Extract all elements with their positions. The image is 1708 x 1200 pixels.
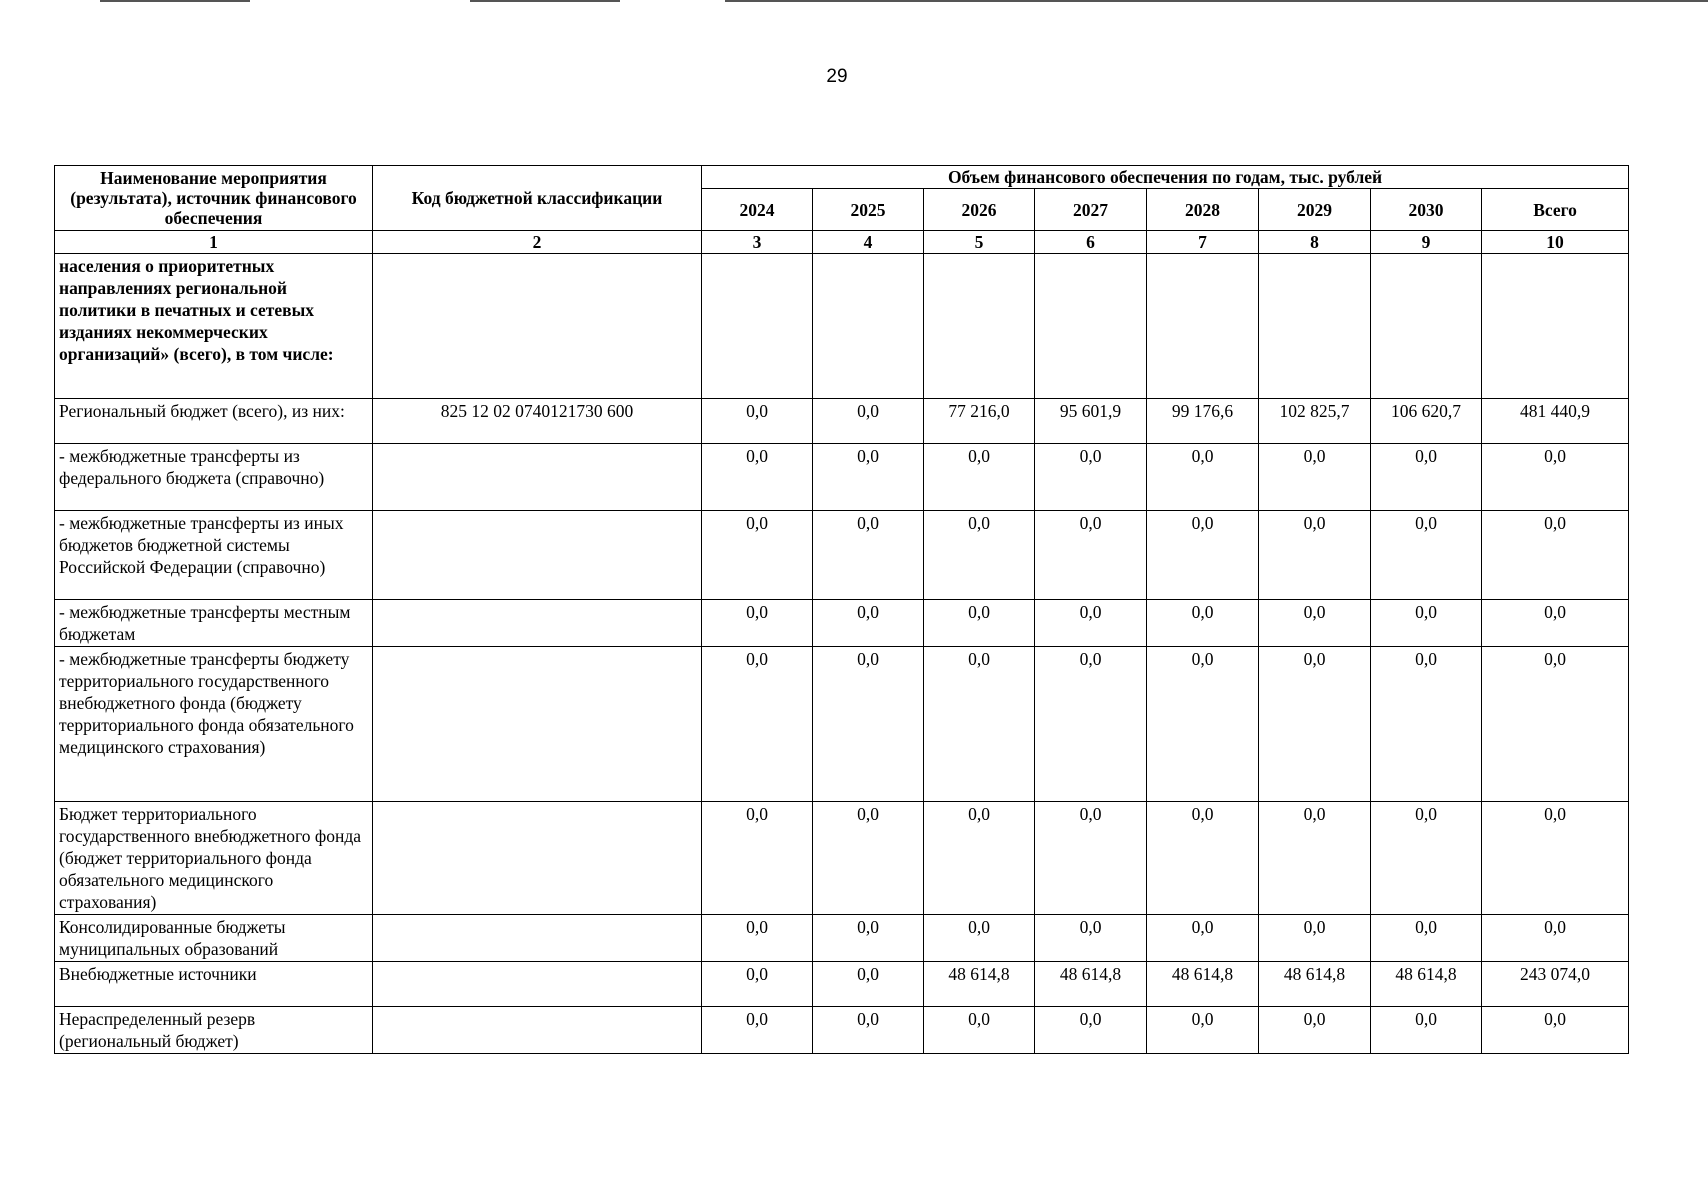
row-value: 0,0 <box>1147 600 1259 647</box>
table-row <box>55 647 1629 802</box>
column-number: 10 <box>1482 231 1629 254</box>
row-value: 0,0 <box>813 600 924 647</box>
column-number: 2 <box>373 231 702 254</box>
row-value: 0,0 <box>1482 647 1629 802</box>
header-year: 2030 <box>1371 189 1482 231</box>
column-number: 9 <box>1371 231 1482 254</box>
row-value: 0,0 <box>924 647 1035 802</box>
row-value: 0,0 <box>1147 511 1259 600</box>
row-value: 0,0 <box>1371 600 1482 647</box>
row-code <box>373 600 702 647</box>
row-value: 0,0 <box>1259 511 1371 600</box>
row-code <box>373 647 702 802</box>
column-number: 4 <box>813 231 924 254</box>
scan-edge-line <box>470 0 620 2</box>
row-code <box>373 511 702 600</box>
row-value: 48 614,8 <box>1147 962 1259 1007</box>
row-value <box>702 254 813 399</box>
row-value: 0,0 <box>813 511 924 600</box>
header-year: 2024 <box>702 189 813 231</box>
row-value: 0,0 <box>1035 600 1147 647</box>
row-name: населения о приоритетных направлениях региональной политики в печатных и сетевых изданиях некоммерческих организаций» (всего), в том числе: <box>55 254 373 399</box>
column-number: 7 <box>1147 231 1259 254</box>
row-value: 0,0 <box>1371 802 1482 915</box>
row-value: 481 440,9 <box>1482 399 1629 444</box>
row-value: 0,0 <box>1482 1007 1629 1054</box>
row-value: 0,0 <box>1482 802 1629 915</box>
table-row <box>55 802 1629 915</box>
row-value: 0,0 <box>1482 600 1629 647</box>
row-value: 0,0 <box>924 802 1035 915</box>
row-value: 0,0 <box>702 444 813 511</box>
row-code <box>373 802 702 915</box>
row-code: 825 12 02 0740121730 600 <box>373 399 702 444</box>
row-value: 0,0 <box>1482 915 1629 962</box>
scan-edge-line <box>100 0 250 2</box>
table-row <box>55 962 1629 1007</box>
row-value <box>1371 254 1482 399</box>
row-name: - межбюджетные трансферты бюджету территориального государственного внебюджетного фонда (бюджету территориального фонда обязательного медицинского страхования) <box>55 647 373 802</box>
row-value: 0,0 <box>702 600 813 647</box>
row-value: 0,0 <box>702 915 813 962</box>
row-code <box>373 444 702 511</box>
row-name: Бюджет территориального государственного внебюджетного фонда (бюджет территориального фонда обязательного медицинского страхования) <box>55 802 373 915</box>
row-value <box>1147 254 1259 399</box>
row-value: 0,0 <box>1371 647 1482 802</box>
page-number: 29 <box>826 66 848 87</box>
table-row <box>55 444 1629 511</box>
row-value: 0,0 <box>1371 1007 1482 1054</box>
row-value: 0,0 <box>1035 647 1147 802</box>
row-value: 0,0 <box>1259 1007 1371 1054</box>
row-value: 0,0 <box>1147 1007 1259 1054</box>
row-value: 0,0 <box>1259 600 1371 647</box>
header-year: 2027 <box>1035 189 1147 231</box>
row-value: 0,0 <box>1035 444 1147 511</box>
row-value: 0,0 <box>924 511 1035 600</box>
column-number: 1 <box>55 231 373 254</box>
row-value: 0,0 <box>1259 647 1371 802</box>
column-number: 6 <box>1035 231 1147 254</box>
row-code <box>373 1007 702 1054</box>
row-value: 0,0 <box>702 802 813 915</box>
row-code <box>373 254 702 399</box>
row-value: 95 601,9 <box>1035 399 1147 444</box>
row-code <box>373 962 702 1007</box>
row-value: 0,0 <box>813 444 924 511</box>
row-value: 106 620,7 <box>1371 399 1482 444</box>
header-row-column-numbers <box>55 231 1629 254</box>
row-value <box>1035 254 1147 399</box>
row-value: 0,0 <box>1147 444 1259 511</box>
row-value: 99 176,6 <box>1147 399 1259 444</box>
row-value: 0,0 <box>924 1007 1035 1054</box>
row-name: Нераспределенный резерв (региональный бюджет) <box>55 1007 373 1054</box>
row-value: 0,0 <box>1147 802 1259 915</box>
row-value: 102 825,7 <box>1259 399 1371 444</box>
column-number: 3 <box>702 231 813 254</box>
row-value: 0,0 <box>702 647 813 802</box>
row-value: 0,0 <box>702 1007 813 1054</box>
row-value: 0,0 <box>813 802 924 915</box>
row-value: 48 614,8 <box>1371 962 1482 1007</box>
row-value: 0,0 <box>924 600 1035 647</box>
row-value: 0,0 <box>1371 444 1482 511</box>
header-row-group <box>55 166 1629 189</box>
header-year: 2026 <box>924 189 1035 231</box>
header-year: 2025 <box>813 189 924 231</box>
row-name: Внебюджетные источники <box>55 962 373 1007</box>
row-name: - межбюджетные трансферты из иных бюджетов бюджетной системы Российской Федерации (справочно) <box>55 511 373 600</box>
table-row <box>55 1007 1629 1054</box>
row-value: 0,0 <box>1035 915 1147 962</box>
row-value: 243 074,0 <box>1482 962 1629 1007</box>
header-year: 2028 <box>1147 189 1259 231</box>
table-row <box>55 600 1629 647</box>
row-value: 0,0 <box>702 511 813 600</box>
row-value: 0,0 <box>1259 915 1371 962</box>
row-value: 48 614,8 <box>924 962 1035 1007</box>
header-code-cell: Код бюджетной классификации <box>373 166 702 231</box>
row-value: 0,0 <box>813 915 924 962</box>
row-value: 0,0 <box>813 399 924 444</box>
table-row <box>55 511 1629 600</box>
header-name-cell: Наименование мероприятия (результата), источник финансового обеспечения <box>55 166 373 231</box>
row-value: 77 216,0 <box>924 399 1035 444</box>
financing-table <box>54 165 1629 1054</box>
row-name: Региональный бюджет (всего), из них: <box>55 399 373 444</box>
row-value: 0,0 <box>1035 802 1147 915</box>
header-year: 2029 <box>1259 189 1371 231</box>
row-value: 0,0 <box>924 915 1035 962</box>
row-value: 0,0 <box>1482 444 1629 511</box>
table-row <box>55 254 1629 399</box>
row-value: 0,0 <box>1259 444 1371 511</box>
column-number: 5 <box>924 231 1035 254</box>
row-value: 48 614,8 <box>1259 962 1371 1007</box>
row-value: 48 614,8 <box>1035 962 1147 1007</box>
header-volume-group: Объем финансового обеспечения по годам, тыс. рублей <box>702 166 1629 189</box>
row-value: 0,0 <box>813 962 924 1007</box>
row-value: 0,0 <box>1035 1007 1147 1054</box>
row-name: - межбюджетные трансферты из федерального бюджета (справочно) <box>55 444 373 511</box>
row-name: Консолидированные бюджеты муниципальных образований <box>55 915 373 962</box>
row-code <box>373 915 702 962</box>
row-value: 0,0 <box>1035 511 1147 600</box>
row-value: 0,0 <box>1482 511 1629 600</box>
row-value: 0,0 <box>813 647 924 802</box>
row-value <box>1482 254 1629 399</box>
table-row <box>55 399 1629 444</box>
row-name: - межбюджетные трансферты местным бюджетам <box>55 600 373 647</box>
row-value: 0,0 <box>702 962 813 1007</box>
row-value <box>813 254 924 399</box>
row-value: 0,0 <box>702 399 813 444</box>
row-value: 0,0 <box>1259 802 1371 915</box>
table-row <box>55 915 1629 962</box>
row-value <box>924 254 1035 399</box>
row-value: 0,0 <box>1371 915 1482 962</box>
row-value: 0,0 <box>924 444 1035 511</box>
scan-edge-line <box>725 0 1708 2</box>
row-value <box>1259 254 1371 399</box>
column-number: 8 <box>1259 231 1371 254</box>
row-value: 0,0 <box>813 1007 924 1054</box>
row-value: 0,0 <box>1371 511 1482 600</box>
header-total: Всего <box>1482 189 1629 231</box>
row-value: 0,0 <box>1147 915 1259 962</box>
row-value: 0,0 <box>1147 647 1259 802</box>
